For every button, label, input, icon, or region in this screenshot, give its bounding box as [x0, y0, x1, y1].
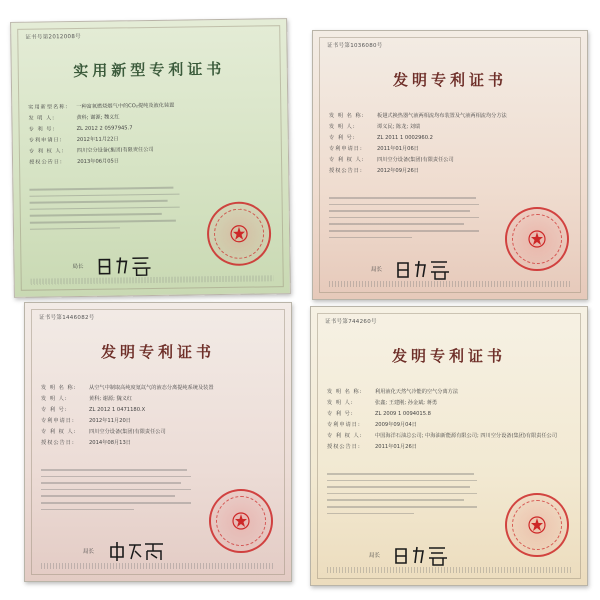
- certificate-footer-pattern: [41, 563, 275, 569]
- national-emblem-seal-icon: [505, 493, 569, 557]
- certificate-fields: [327, 387, 567, 453]
- certificate-footer-pattern: [327, 567, 571, 573]
- certificate-body-text-block: [327, 473, 477, 519]
- field-filing-date: 专利申请日: 2012年11月22日: [28, 136, 119, 144]
- director-label: 局长: [369, 553, 381, 559]
- certificate-body-text-block: [329, 197, 479, 243]
- field-name: 发 明 名 称: 利用液化天然气冷能的空气分离方法: [327, 389, 459, 395]
- certificate-invention-3: [310, 306, 588, 586]
- field-patent-number: 专 利 号: ZL 2012 2 0597945.7: [28, 125, 133, 133]
- field-inventor: 发 明 人: 谭义民; 陈龙; 刘瑞: [329, 124, 421, 130]
- certificate-invention-1: [312, 30, 588, 300]
- certificate-fields: [41, 383, 281, 449]
- field-grant-date: 授权公告日: 2014年08月13日: [41, 440, 131, 446]
- field-filing-date: 专利申请日: 2012年11月20日: [41, 418, 131, 424]
- field-patent-number: 专 利 号: ZL 2011 1 0002960.2: [329, 135, 433, 141]
- handwritten-signature-icon: [96, 253, 156, 278]
- handwritten-signature-icon: [107, 539, 167, 563]
- field-name: 发 明 名 称: 从空气中制取高纯度氪氙气的液态分离提纯系统及装置: [41, 385, 214, 391]
- field-grant-date: 授权公告日: 2011年01月26日: [327, 444, 417, 450]
- certificate-utility-model: [10, 18, 291, 298]
- field-patentee: 专 利 权 人: 四川空分设备(集团)有限责任公司: [41, 429, 166, 435]
- field-patent-number: 专 利 号: ZL 2012 1 0471180.X: [41, 407, 146, 413]
- field-name: 发 明 名 称: 板翅式换热器气液两相流均布装置及气液两相流均分方法: [329, 113, 507, 119]
- certificate-footer-pattern: [329, 281, 571, 287]
- field-inventor: 发 明 人: 张鑫; 王建刚; 孙金斌; 蒋勇: [327, 400, 438, 406]
- certificate-body-text-block: [41, 469, 191, 515]
- certificate-fields: [329, 111, 569, 177]
- field-filing-date: 专利申请日: 2009年09月04日: [327, 422, 417, 428]
- national-emblem-seal-icon: [209, 489, 273, 553]
- director-label: 局长: [83, 549, 95, 555]
- field-grant-date: 授权公告日: 2013年06月05日: [29, 158, 120, 166]
- director-label: 局长: [72, 263, 84, 271]
- field-grant-date: 授权公告日: 2012年09月26日: [329, 168, 419, 174]
- field-filing-date: 专利申请日: 2011年01月06日: [329, 146, 419, 152]
- field-patent-number: 专 利 号: ZL 2009 1 0094015.8: [327, 411, 431, 417]
- certificate-fields: [28, 99, 269, 168]
- certificate-title: 发明专利证书: [391, 347, 506, 365]
- certificate-invention-2: [24, 302, 292, 582]
- certificate-title: 发明专利证书: [100, 343, 215, 361]
- field-patentee: 专 利 权 人: 四川空分设备(集团)有限责任公司: [28, 146, 154, 155]
- field-patentee: 专 利 权 人: 中国海洋石油总公司; 中海油新能源有限公司; 四川空分设备(集团)有限责任公司: [327, 433, 558, 439]
- certificate-number: 证书号第744260号: [325, 319, 377, 325]
- certificate-number: 证书号第1036080号: [327, 43, 383, 49]
- certificate-title: 发明专利证书: [392, 71, 507, 89]
- field-patentee: 专 利 权 人: 四川空分设备(集团)有限责任公司: [329, 157, 454, 163]
- handwritten-signature-icon: [395, 257, 455, 281]
- director-label: 局长: [371, 267, 383, 273]
- national-emblem-seal-icon: [505, 207, 569, 271]
- certificate-number: 证书号第1446082号: [39, 315, 95, 321]
- field-inventor: 发 明 人: 黄科; 谢源; 魏义红: [28, 114, 120, 122]
- field-name: 实用新型名称: 一种富氧燃烧烟气中的CO₂提纯及液化装置: [28, 102, 175, 111]
- handwritten-signature-icon: [393, 543, 453, 567]
- certificate-number: 证书号第2012008号: [25, 33, 81, 41]
- certificate-title: 实用新型专利证书: [73, 59, 226, 81]
- certificate-body-text-block: [29, 187, 180, 235]
- field-inventor: 发 明 人: 黄科; 谢源; 魏义红: [41, 396, 133, 402]
